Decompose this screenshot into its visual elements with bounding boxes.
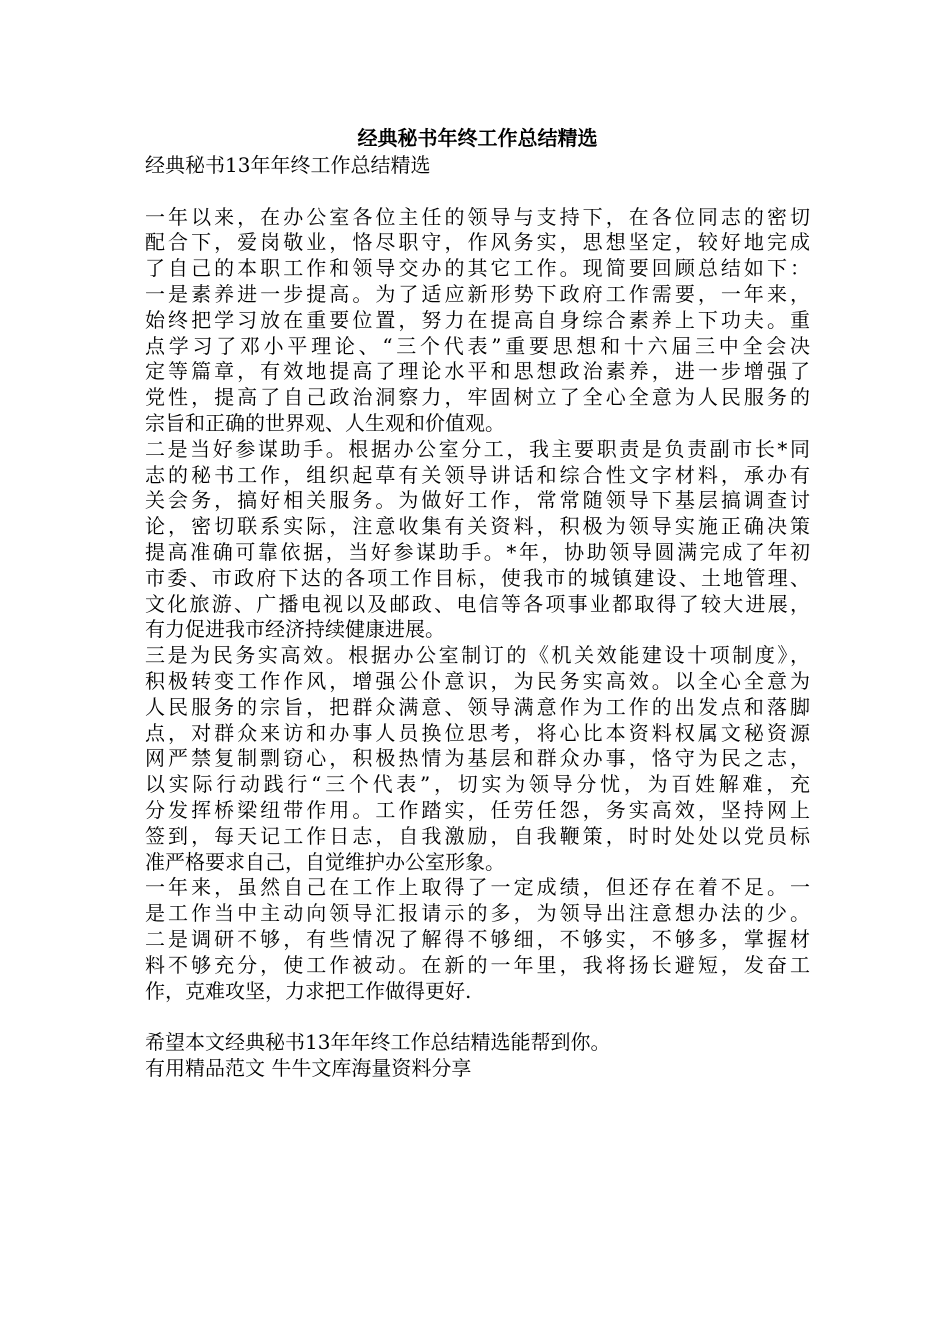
paragraph-one: [145, 282, 810, 437]
paragraph-three: [145, 643, 810, 875]
closing-line: 希望本文经典秘书13年年终工作总结精选能帮到你。: [145, 1030, 611, 1055]
paragraph-line: 市委、市政府下达的各项工作目标，使我市的城镇建设、土地管理、: [145, 565, 810, 590]
paragraph-line: 始终把学习放在重要位置，努力在提高自身综合素养上下功夫。重: [145, 307, 810, 332]
paragraph-line: 有力促进我市经济持续健康进展。: [145, 617, 445, 642]
paragraph-line: 关会务，搞好相关服务。为做好工作，常常随领导下基层搞调查讨: [145, 488, 810, 513]
paragraph-line: 定等篇章，有效地提高了理论水平和思想政治素养，进一步增强了: [145, 359, 810, 384]
paragraph-line: 文化旅游、广播电视以及邮政、电信等各项事业都取得了较大进展，: [145, 591, 810, 616]
paragraph-line: 志的秘书工作，组织起草有关领导讲话和综合性文字材料，承办有: [145, 462, 810, 487]
paragraph-intro: [145, 205, 810, 282]
paragraph-line: 二是调研不够，有些情况了解得不够细，不够实，不够多，掌握材: [145, 926, 810, 951]
paragraph-line: 料不够充分，使工作被动。在新的一年里，我将扬长避短，发奋工: [145, 952, 810, 977]
paragraph-line: 宗旨和正确的世界观、人生观和价值观。: [145, 410, 505, 435]
paragraph-two: [145, 437, 810, 643]
paragraph-line: 以实际行动践行“三个代表”，切实为领导分忧，为百姓解难，充: [145, 772, 810, 797]
paragraph-line: 一年来，虽然自己在工作上取得了一定成绩，但还存在着不足。一: [145, 875, 810, 900]
paragraph-line: 签到，每天记工作日志，自我激励，自我鞭策，时时处处以党员标: [145, 823, 810, 848]
paragraph-line: 是工作当中主动向领导汇报请示的多，为领导出注意想办法的少。: [145, 901, 810, 926]
paragraph-line: 二是当好参谋助手。根据办公室分工，我主要职责是负责副市长*同: [145, 436, 810, 461]
blank-line: [145, 1004, 810, 1030]
paragraph-line: 一年以来，在办公室各位主任的领导与支持下，在各位同志的密切: [145, 204, 810, 229]
paragraph-line: 论，密切联系实际，注意收集有关资料，积极为领导实施正确决策: [145, 514, 810, 539]
paragraph-line: 配合下，爱岗敬业，恪尽职守，作风务实，思想坚定，较好地完成: [145, 230, 810, 255]
paragraph-line: 作，克难攻坚，力求把工作做得更好.: [145, 978, 472, 1003]
paragraph-line: 准严格要求自己，自觉维护办公室形象。: [145, 849, 505, 874]
paragraph-line: 一是素养进一步提高。为了适应新形势下政府工作需要，一年来，: [145, 281, 810, 306]
document-title: 经典秘书年终工作总结精选: [357, 126, 598, 150]
paragraph-line: 了自己的本职工作和领导交办的其它工作。现简要回顾总结如下：: [145, 256, 810, 281]
paragraph-line: 人民服务的宗旨，把群众满意、领导满意作为工作的出发点和落脚: [145, 694, 810, 719]
paragraph-line: 分发挥桥梁纽带作用。工作踏实，任劳任怨，务实高效，坚持网上: [145, 797, 810, 822]
paragraph-line: 党性，提高了自己政治洞察力，牢固树立了全心全意为人民服务的: [145, 385, 810, 410]
footer-line: 有用精品范文 牛牛文库海量资料分享: [145, 1055, 472, 1080]
paragraph-line: 网严禁复制剽窃心，积极热情为基层和群众办事，恪守为民之志，: [145, 746, 810, 771]
paragraph-line: 点学习了邓小平理论、“三个代表”重要思想和十六届三中全会决: [145, 333, 810, 358]
paragraph-line: 提高准确可靠依据，当好参谋助手。*年，协助领导圆满完成了年初: [145, 539, 810, 564]
document-page: [145, 123, 810, 1082]
paragraph-line: 三是为民务实高效。根据办公室制订的《机关效能建设十项制度》，: [145, 643, 810, 668]
blank-line: [145, 179, 810, 205]
paragraph-shortcomings: [145, 875, 810, 1004]
paragraph-line: 点，对群众来访和办事人员换位思考，将心比本资料权属文秘资源: [145, 720, 810, 745]
document-subtitle: 经典秘书13年年终工作总结精选: [145, 153, 431, 177]
paragraph-line: 积极转变工作作风，增强公仆意识，为民务实高效。以全心全意为: [145, 668, 810, 693]
